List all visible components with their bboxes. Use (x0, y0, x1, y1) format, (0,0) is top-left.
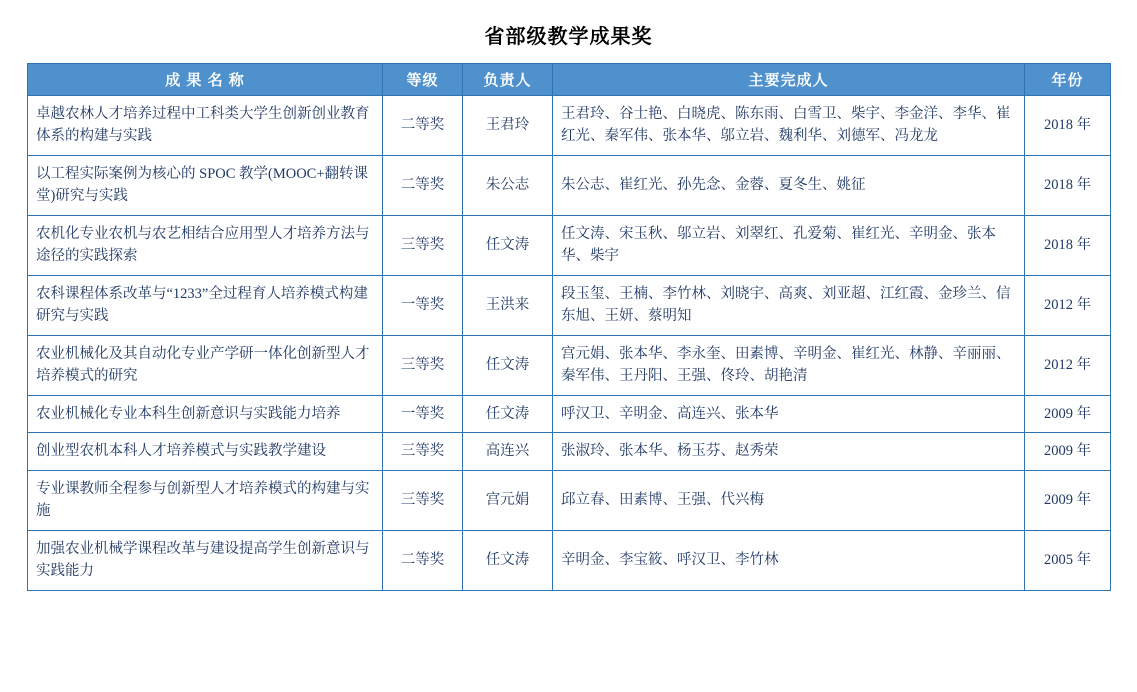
teaching-achievement-awards-table (27, 63, 1111, 591)
cell-leader: 王君玲 (463, 96, 553, 156)
cell-people: 任文涛、宋玉秋、邬立岩、刘翠红、孔爱菊、崔红光、辛明金、张本华、柴宇 (553, 215, 1025, 275)
column-header-year: 年份 (1025, 64, 1111, 96)
cell-people: 辛明金、李宝筱、呼汉卫、李竹林 (553, 530, 1025, 590)
column-header-level: 等级 (383, 64, 463, 96)
cell-level: 一等奖 (383, 395, 463, 432)
cell-year: 2009 年 (1025, 470, 1111, 530)
column-header-name: 成 果 名 称 (28, 64, 383, 96)
table-header-row (28, 64, 1111, 96)
cell-year: 2009 年 (1025, 395, 1111, 432)
cell-level: 二等奖 (383, 96, 463, 156)
cell-people: 邱立春、田素博、王强、代兴梅 (553, 470, 1025, 530)
cell-leader: 任文涛 (463, 215, 553, 275)
cell-level: 二等奖 (383, 530, 463, 590)
cell-year: 2018 年 (1025, 155, 1111, 215)
column-header-leader: 负责人 (463, 64, 553, 96)
cell-leader: 王洪来 (463, 275, 553, 335)
cell-leader: 朱公志 (463, 155, 553, 215)
cell-year: 2018 年 (1025, 215, 1111, 275)
table-row (28, 96, 1111, 156)
cell-name: 以工程实际案例为核心的 SPOC 教学(MOOC+翻转课堂)研究与实践 (28, 155, 383, 215)
cell-level: 三等奖 (383, 470, 463, 530)
cell-level: 三等奖 (383, 335, 463, 395)
cell-people: 王君玲、谷士艳、白晓虎、陈东雨、白雪卫、柴宇、李金洋、李华、崔红光、秦军伟、张本华、邬立岩、魏利华、刘德军、冯龙龙 (553, 96, 1025, 156)
cell-people: 宫元娟、张本华、李永奎、田素博、辛明金、崔红光、林静、辛丽丽、秦军伟、王丹阳、王强、佟玲、胡艳清 (553, 335, 1025, 395)
table-container (0, 63, 1137, 591)
cell-leader: 宫元娟 (463, 470, 553, 530)
page-title: 省部级教学成果奖 (484, 26, 653, 48)
table-row (28, 433, 1111, 470)
column-header-people: 主要完成人 (553, 64, 1025, 96)
table-row (28, 470, 1111, 530)
cell-year: 2009 年 (1025, 433, 1111, 470)
cell-leader: 任文涛 (463, 335, 553, 395)
cell-leader: 任文涛 (463, 395, 553, 432)
table-row (28, 335, 1111, 395)
cell-people: 段玉玺、王楠、李竹林、刘晓宇、高爽、刘亚超、江红霞、金珍兰、信东旭、王妍、蔡明知 (553, 275, 1025, 335)
cell-year: 2012 年 (1025, 335, 1111, 395)
cell-year: 2012 年 (1025, 275, 1111, 335)
table-row (28, 395, 1111, 432)
cell-year: 2005 年 (1025, 530, 1111, 590)
cell-people: 张淑玲、张本华、杨玉芬、赵秀荣 (553, 433, 1025, 470)
cell-level: 二等奖 (383, 155, 463, 215)
cell-name: 农业机械化及其自动化专业产学研一体化创新型人才培养模式的研究 (28, 335, 383, 395)
cell-level: 一等奖 (383, 275, 463, 335)
cell-name: 卓越农林人才培养过程中工科类大学生创新创业教育体系的构建与实践 (28, 96, 383, 156)
table-row (28, 215, 1111, 275)
table-header (28, 64, 1111, 96)
table-row (28, 155, 1111, 215)
table-row (28, 530, 1111, 590)
cell-year: 2018 年 (1025, 96, 1111, 156)
cell-name: 专业课教师全程参与创新型人才培养模式的构建与实施 (28, 470, 383, 530)
cell-level: 三等奖 (383, 433, 463, 470)
cell-leader: 高连兴 (463, 433, 553, 470)
cell-name: 农业机械化专业本科生创新意识与实践能力培养 (28, 395, 383, 432)
cell-name: 农科课程体系改革与“1233”全过程育人培养模式构建研究与实践 (28, 275, 383, 335)
cell-level: 三等奖 (383, 215, 463, 275)
cell-leader: 任文涛 (463, 530, 553, 590)
cell-name: 加强农业机械学课程改革与建设提高学生创新意识与实践能力 (28, 530, 383, 590)
cell-people: 朱公志、崔红光、孙先念、金蓉、夏冬生、姚征 (553, 155, 1025, 215)
table-body (28, 96, 1111, 591)
cell-name: 农机化专业农机与农艺相结合应用型人才培养方法与途径的实践探索 (28, 215, 383, 275)
cell-people: 呼汉卫、辛明金、高连兴、张本华 (553, 395, 1025, 432)
cell-name: 创业型农机本科人才培养模式与实践教学建设 (28, 433, 383, 470)
table-row (28, 275, 1111, 335)
